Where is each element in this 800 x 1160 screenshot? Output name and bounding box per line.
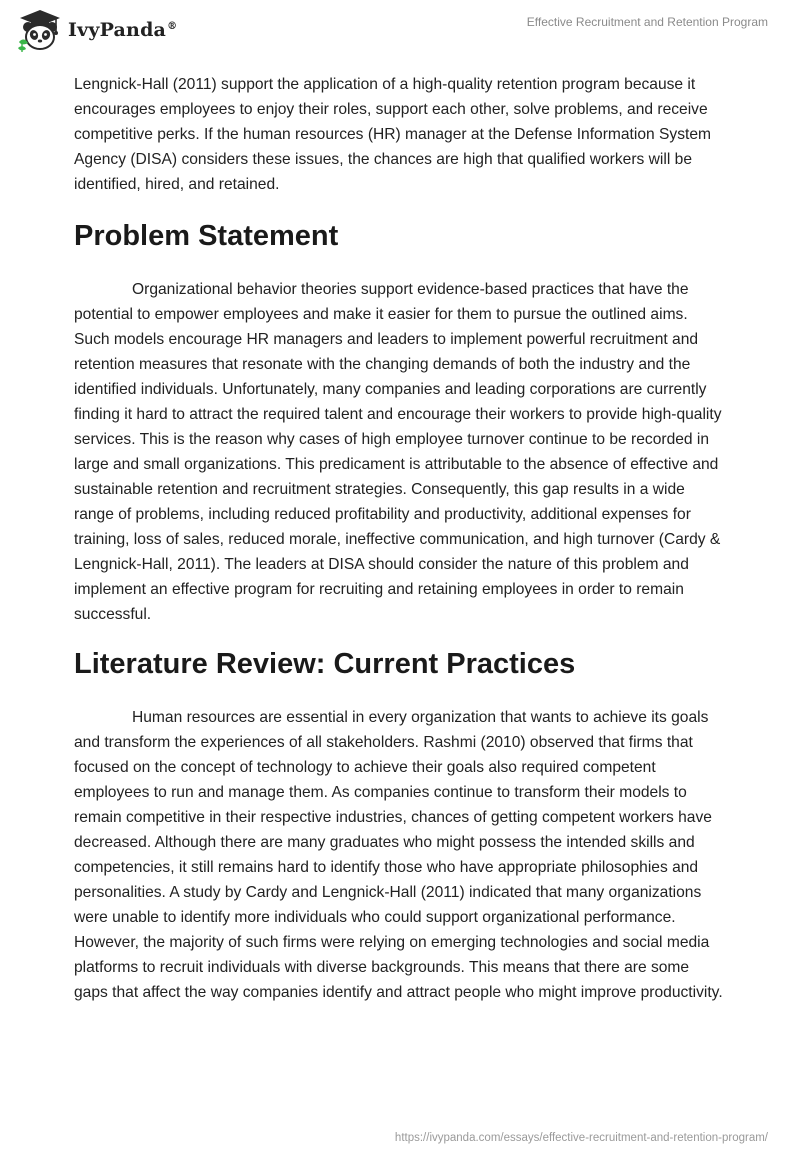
- literature-review-paragraph: Human resources are essential in every organization that wants to achieve its goals and transform the experiences of all stakeholders. Rashmi (2010) observed that firms that focused on the concept of technology to achieve their goals also required competent employees to run and manage them. As companies continue to transform their models to remain competitive in their respective industries, chances of getting competent workers have decreased. Although there are many graduates who might possess the intended skills and competencies, it still remains hard to identify those who have appropriate philosophies and personalities. A study by Cardy and Lengnick-Hall (2011) indicated that many organizations were unable to identify more individuals who could support organizational performance. However, the majority of such firms were relying on emerging technologies and social media platforms to recruit individuals with diverse backgrounds. This means that there are some gaps that affect the way companies identify and attract people who might improve productivity.: [74, 709, 723, 1001]
- brand-name: IvyPanda®: [68, 19, 178, 41]
- essay-content: [74, 72, 724, 1005]
- document-title: Effective Recruitment and Retention Program: [526, 15, 768, 29]
- problem-statement-heading: Problem Statement: [74, 220, 339, 252]
- intro-paragraph: Lengnick-Hall (2011) support the application of a high-quality retention program because it encourages employees to enjoy their roles, support each other, solve problems, and receive competitive perks. If the human resources (HR) manager at the Defense Information System Agency (DISA) considers these issues, the chances are high that qualified workers will be identified, hired, and retained.: [74, 76, 712, 193]
- problem-statement-paragraph: Organizational behavior theories support evidence-based practices that have the potential to empower employees and make it easier for them to pursue the outlined aims. Such models encourage HR managers and leaders to implement powerful recruitment and retention measures that resonate with the changing demands of both the industry and the identified individuals. Unfortunately, many companies and leading corporations are currently finding it hard to attract the required talent and encourage their workers to provide high-quality services. This is the reason why cases of high employee turnover continue to be recorded in large and small organizations. This predicament is attributable to the absence of effective and sustainable retention and recruitment strategies. Consequently, this gap results in a wide range of problems, including reduced profitability and productivity, additional expenses for training, loss of sales, reduced morale, ineffective communication, and high turnover (Cardy & Lengnick-Hall, 2011). The leaders at DISA should consider the nature of this problem and implement an effective program for recruiting and retaining employees in order to remain successful.: [74, 281, 722, 623]
- page-header: [0, 0, 800, 64]
- source-url[interactable]: https://ivypanda.com/essays/effective-recruitment-and-retention-program/: [394, 1132, 768, 1144]
- panda-graduate-icon: [16, 8, 64, 52]
- ivypanda-logo[interactable]: [16, 8, 177, 52]
- literature-review-heading: Literature Review: Current Practices: [74, 648, 576, 680]
